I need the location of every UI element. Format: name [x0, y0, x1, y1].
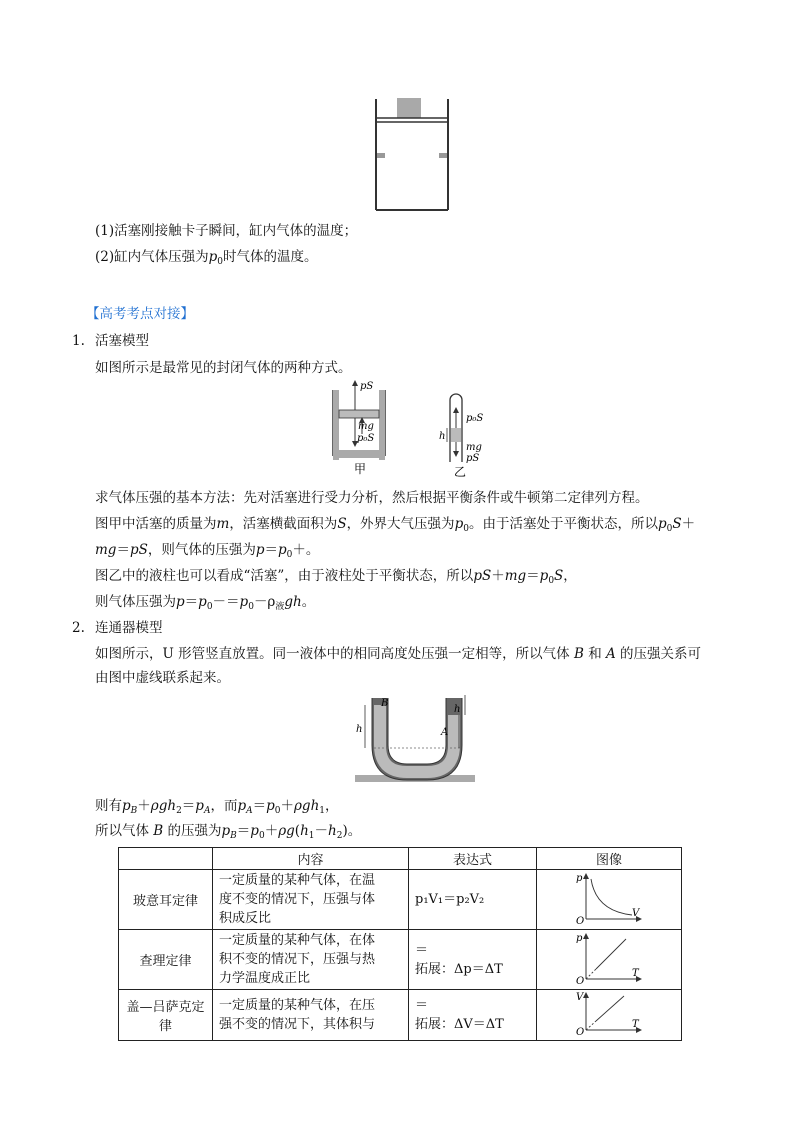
- stop-left: [377, 153, 385, 158]
- weight-block: [397, 98, 421, 118]
- svg-text:V: V: [632, 907, 640, 919]
- piston: [339, 410, 379, 418]
- table-row: [119, 930, 682, 990]
- label-B: B: [381, 698, 389, 709]
- law-content: 一定质量的某种气体，在压 强不变的情况下，其体积与: [213, 990, 409, 1041]
- law-name: 玻意耳定律: [119, 870, 213, 930]
- label-jia: 甲: [354, 462, 367, 476]
- svg-text:O: O: [576, 915, 585, 925]
- svg-text:T: T: [632, 967, 639, 979]
- label-p0S: p₀S: [466, 413, 484, 424]
- label-mg: mg: [358, 421, 374, 432]
- header-graph: 图像: [537, 848, 682, 870]
- u-tube-figure: [355, 690, 475, 788]
- item-2-number: 2.: [72, 620, 85, 636]
- yi-explanation-1: 图乙中的液柱也可以看成“活塞”，由于液柱处于平衡状态，所以$pS+mg=p_0S$，: [95, 568, 577, 586]
- svg-text:O: O: [576, 975, 585, 985]
- law-content: 一定质量的某种气体，在体 积不变的情况下，压强与热 力学温度成正比: [213, 930, 409, 990]
- equation-2: 所以气体 B 的压强为$p_B=p_0+\rho g(h_1-h_2)$。: [95, 823, 362, 841]
- header-name: [119, 848, 213, 870]
- label-h2: h: [356, 724, 363, 735]
- label-h: h: [439, 431, 446, 442]
- isobaric-graph: [574, 990, 644, 1036]
- svg-text:O: O: [576, 1027, 585, 1036]
- jia-explanation-1: 图甲中活塞的质量为m，活塞横截面积为S，外界大气压强为$p_0$。由于活塞处于平衡状态，所以$p_0S+$: [95, 516, 696, 534]
- label-yi: 乙: [454, 465, 467, 479]
- law-graph: [537, 930, 682, 990]
- gas-laws-table: [118, 847, 682, 1041]
- item-1-number: 1.: [72, 333, 85, 349]
- item-1-intro: 如图所示是最常见的封闭气体的两种方式。: [95, 360, 352, 376]
- item-2-text-2: 由图中虚线联系起来。: [95, 670, 230, 686]
- table-row: [119, 870, 682, 930]
- item-2-text-1: 如图所示，U 形管竖直放置。同一液体中的相同高度处压强一定相等，所以气体 B 和 A 的压强关系可: [95, 646, 702, 662]
- tube-figure-yi: [438, 392, 498, 482]
- item-1-title: 活塞模型: [95, 333, 149, 349]
- header-expression: 表达式: [409, 848, 537, 870]
- label-pS: pS: [466, 453, 480, 464]
- label-p0S: p₀S: [357, 433, 375, 444]
- method-text: 求气体压强的基本方法：先对活塞进行受力分析，然后根据平衡条件或牛顿第二定律列方程。: [95, 490, 649, 506]
- piston-figure-jia: [325, 378, 395, 478]
- label-A: A: [441, 727, 449, 738]
- svg-text:T: T: [632, 1019, 639, 1030]
- jia-explanation-2: mg＝pS，则气体的压强为$p=p_0+$。: [95, 542, 320, 560]
- yi-explanation-2: 则气体压强为$p=p_0-=p_0-\rho_液gh$。: [95, 594, 316, 612]
- table-row: [119, 990, 682, 1041]
- label-h1: h: [454, 704, 461, 715]
- label-mg: mg: [466, 442, 482, 453]
- svg-text:V: V: [576, 992, 584, 1003]
- question-2: (2)缸内气体压强为$p_0$时气体的温度。: [95, 249, 318, 267]
- question-1: (1)活塞刚接触卡子瞬间，缸内气体的温度；: [95, 223, 358, 239]
- isochoric-graph: [574, 931, 644, 985]
- isotherm-graph: [574, 871, 644, 925]
- equation-1: 则有$p_B+\rho gh_2=p_A$，而$p_A=p_0+\rho gh_1$，: [95, 798, 339, 816]
- svg-text:p: p: [576, 932, 583, 944]
- law-name: 盖—吕萨克定律: [119, 990, 213, 1041]
- law-name: 查理定律: [119, 930, 213, 990]
- law-expression: ＝ 拓展：Δp＝ΔT: [409, 930, 537, 990]
- law-graph: [537, 990, 682, 1041]
- law-graph: [537, 870, 682, 930]
- header-content: 内容: [213, 848, 409, 870]
- stop-right: [439, 153, 447, 158]
- law-content: 一定质量的某种气体，在温 度不变的情况下，压强与体 积成反比: [213, 870, 409, 930]
- table-header-row: [119, 848, 682, 870]
- label-pS: pS: [360, 381, 374, 392]
- section-heading: 【高考考点对接】: [86, 306, 194, 322]
- cylinder-figure: [370, 94, 460, 216]
- law-expression: ＝ 拓展：ΔV＝ΔT: [409, 990, 537, 1041]
- law-expression: p₁V₁＝p₂V₂: [409, 870, 537, 930]
- svg-text:p: p: [576, 872, 583, 884]
- item-2-title: 连通器模型: [95, 620, 163, 636]
